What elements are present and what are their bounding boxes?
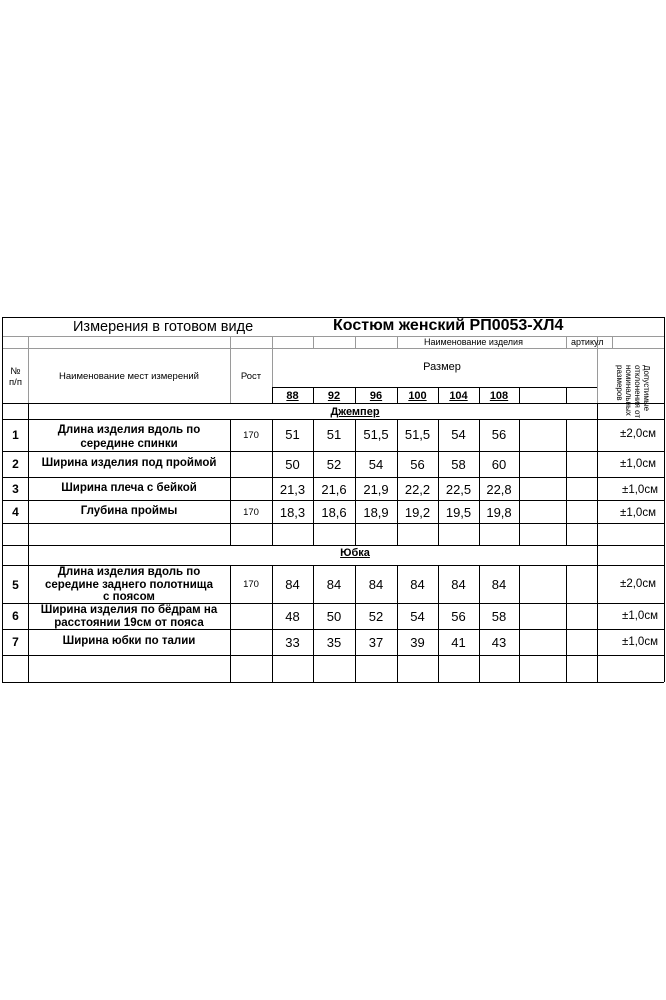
size-value: 84 — [410, 577, 425, 592]
size-value: 58 — [491, 609, 507, 624]
size-value: 52 — [368, 609, 384, 624]
section-label-skirt: Юбка — [340, 547, 370, 559]
rule — [519, 387, 520, 403]
article-label: артикул — [571, 337, 604, 347]
size-value: 37 — [368, 635, 384, 650]
size-value: 84 — [326, 577, 342, 592]
row-number: 5 — [12, 578, 19, 592]
rule — [2, 545, 664, 546]
measurement-name: Глубина проймы — [80, 505, 178, 517]
rule — [2, 655, 664, 656]
size-value: 56 — [491, 427, 507, 442]
size-value: 58 — [451, 457, 466, 472]
size-value: 52 — [326, 457, 342, 472]
row-number: 4 — [12, 505, 19, 519]
rule — [2, 419, 664, 420]
size-value: 22,5 — [445, 482, 472, 497]
size-value: 18,6 — [321, 505, 347, 520]
size-104: 104 — [449, 390, 468, 402]
rule — [519, 565, 520, 682]
size-value: 54 — [410, 609, 425, 624]
column-header-name: Наименование мест измерений — [59, 371, 199, 382]
section-title: Измерения в готовом виде — [73, 319, 254, 335]
tolerance-value: ±2,0см — [620, 578, 656, 590]
size-value: 19,8 — [486, 505, 512, 520]
size-100: 100 — [408, 390, 427, 402]
height-value: 170 — [243, 579, 259, 590]
rule — [566, 565, 567, 682]
column-header-tolerance: Допустимые отклонения от номинальных размеров — [615, 365, 651, 418]
size-value: 18,3 — [279, 505, 306, 520]
rule — [2, 477, 664, 478]
tolerance-value: ±1,0см — [620, 458, 656, 470]
size-value: 51,5 — [404, 427, 431, 442]
size-value: 84 — [451, 577, 466, 592]
tolerance-value: ±1,0см — [620, 507, 656, 519]
tolerance-value: ±1,0см — [622, 636, 658, 648]
size-value: 22,8 — [486, 482, 512, 497]
size-value: 43 — [491, 635, 507, 650]
tolerance-value: ±1,0см — [622, 610, 658, 622]
size-value: 54 — [451, 427, 466, 442]
size-96: 96 — [369, 390, 383, 402]
size-108: 108 — [489, 390, 509, 402]
size-value: 41 — [451, 635, 466, 650]
rule — [2, 403, 664, 404]
size-value: 51 — [285, 427, 300, 442]
rule — [2, 500, 664, 501]
rule — [2, 682, 664, 683]
size-value: 56 — [410, 457, 425, 472]
section-label-jumper: Джемпер — [330, 406, 380, 418]
rule — [664, 317, 665, 682]
row-number: 7 — [12, 635, 19, 649]
size-value: 21,3 — [279, 482, 306, 497]
measurement-name: Ширина юбки по талии — [62, 635, 196, 647]
rule — [2, 348, 664, 349]
size-value: 51 — [326, 427, 342, 442]
size-88: 88 — [286, 390, 299, 402]
rule — [272, 336, 273, 387]
tolerance-value: ±1,0см — [622, 484, 658, 496]
height-value: 170 — [243, 507, 259, 518]
row-number: 3 — [12, 482, 19, 496]
rule — [612, 336, 613, 348]
size-value: 50 — [326, 609, 342, 624]
row-number: 6 — [12, 609, 19, 623]
measurement-name: Ширина плеча с бейкой — [61, 482, 197, 494]
size-value: 19,2 — [404, 505, 431, 520]
size-value: 56 — [451, 609, 466, 624]
rule — [2, 451, 664, 452]
size-value: 60 — [491, 457, 507, 472]
rule — [355, 336, 356, 348]
size-92: 92 — [327, 390, 341, 402]
measurement-name: Ширина изделия по бёдрам на расстоянии 19см от пояса — [40, 604, 218, 629]
size-value: 84 — [285, 577, 300, 592]
rule — [519, 419, 520, 545]
tolerance-value: ±2,0см — [620, 428, 656, 440]
size-value: 33 — [285, 635, 300, 650]
size-value: 50 — [285, 457, 300, 472]
size-value: 21,9 — [363, 482, 389, 497]
rule — [597, 403, 598, 682]
column-header-num: № п/п — [9, 366, 22, 388]
row-number: 1 — [12, 428, 19, 442]
size-value: 21,6 — [321, 482, 347, 497]
rule — [2, 629, 664, 630]
size-value: 19,5 — [445, 505, 472, 520]
rule — [272, 387, 597, 388]
column-header-size: Размер — [423, 361, 461, 373]
rule — [28, 336, 29, 403]
rule — [230, 336, 231, 403]
size-value: 18,9 — [363, 505, 389, 520]
size-value: 84 — [368, 577, 384, 592]
product-title: Костюм женский РП0053-ХЛ4 — [333, 317, 564, 334]
rule — [566, 336, 567, 348]
row-number: 2 — [12, 457, 19, 471]
measurement-name: Ширина изделия под проймой — [41, 457, 217, 469]
size-value: 84 — [491, 577, 507, 592]
size-value: 51,5 — [363, 427, 389, 442]
rule — [397, 336, 398, 348]
size-value: 48 — [285, 609, 300, 624]
size-value: 39 — [410, 635, 425, 650]
size-value: 54 — [368, 457, 384, 472]
rule — [2, 523, 664, 524]
rule — [313, 336, 314, 348]
height-value: 170 — [243, 430, 259, 441]
size-value: 22,2 — [404, 482, 431, 497]
rule — [566, 419, 567, 545]
size-value: 35 — [326, 635, 342, 650]
rule — [2, 336, 664, 337]
measurement-name: Длина изделия вдоль по середине заднего полотнища с поясом — [44, 566, 214, 603]
column-header-height: Рост — [240, 371, 262, 382]
measurement-name: Длина изделия вдоль по середине спинки — [57, 424, 201, 450]
rule — [566, 387, 567, 403]
product-name-label: Наименование изделия — [424, 337, 523, 347]
